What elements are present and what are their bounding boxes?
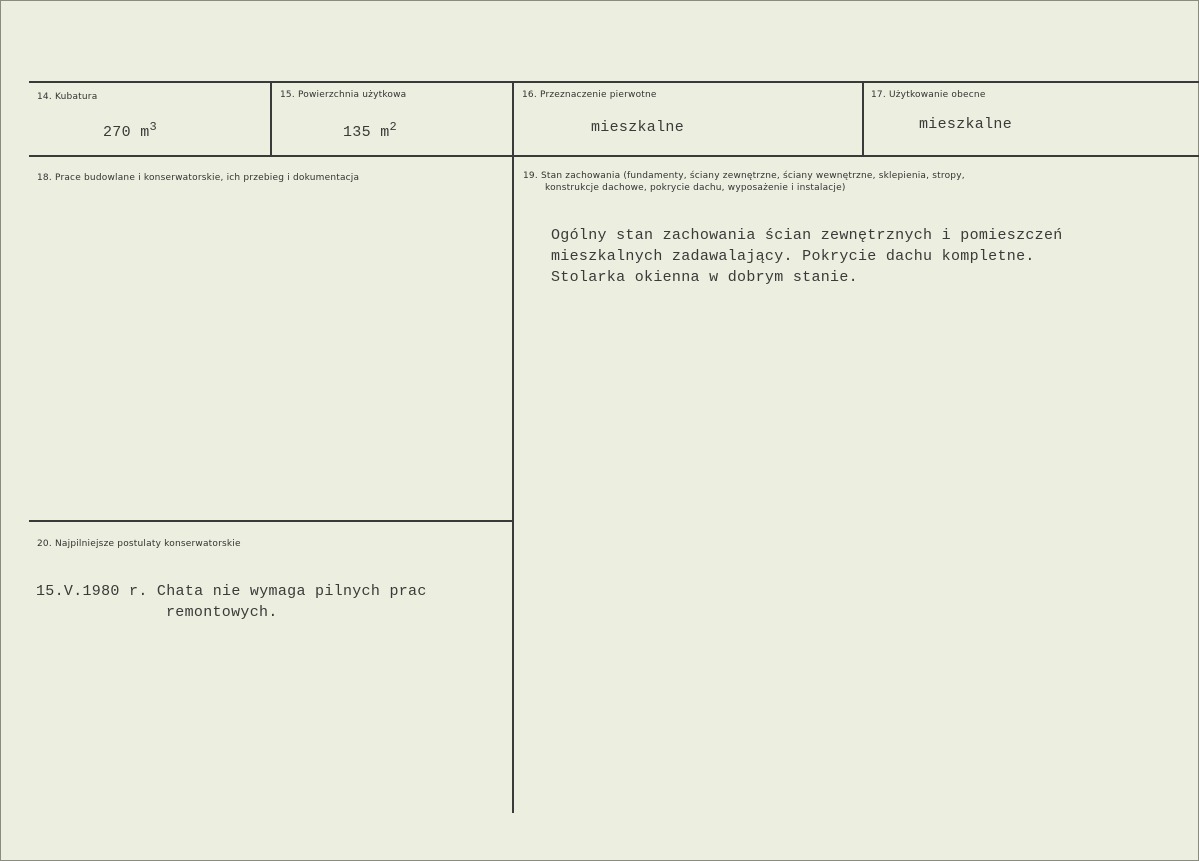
field-20-text-line1: 15.V.1980 r. Chata nie wymaga pilnych prac bbox=[36, 583, 427, 600]
field-16-label: 16. Przeznaczenie pierwotne bbox=[522, 90, 657, 100]
field-19-text-line3: Stolarka okienna w dobrym stanie. bbox=[551, 269, 858, 286]
divider-15-16 bbox=[512, 81, 514, 813]
field-19-label-line2: konstrukcje dachowe, pokrycie dachu, wyposażenie i instalacje) bbox=[545, 183, 846, 193]
field-17-value: mieszkalne bbox=[919, 116, 1013, 133]
field-20-text-line2: remontowych. bbox=[166, 604, 278, 621]
field-19-text-line2: mieszkalnych zadawalający. Pokrycie dachu kompletne. bbox=[551, 248, 1035, 265]
field-20-label: 20. Najpilniejsze postulaty konserwatorskie bbox=[37, 539, 241, 549]
divider-14-15 bbox=[270, 81, 272, 157]
middle-rule bbox=[29, 155, 1199, 157]
field-14-value: 270 $m^3$ bbox=[103, 120, 158, 141]
field-16-value: mieszkalne bbox=[591, 119, 685, 136]
field-15-value: 135 $m^2$ bbox=[343, 120, 398, 141]
top-rule bbox=[29, 81, 1199, 83]
field-18-label: 18. Prace budowlane i konserwatorskie, ich przebieg i dokumentacja bbox=[37, 173, 360, 183]
field-15-label: 15. Powierzchnia użytkowa bbox=[280, 90, 407, 100]
field-17-label: 17. Użytkowanie obecne bbox=[871, 90, 986, 100]
field-19-label-line1: 19. Stan zachowania (fundamenty, ściany zewnętrzne, ściany wewnętrzne, sklepienia, stropy, bbox=[523, 171, 965, 181]
divider-16-17 bbox=[862, 81, 864, 157]
field-14-label: 14. Kubatura bbox=[37, 92, 98, 102]
field-19-text-line1: Ogólny stan zachowania ścian zewnętrznych i pomieszczeń bbox=[551, 227, 1063, 244]
section-20-rule bbox=[29, 520, 512, 522]
